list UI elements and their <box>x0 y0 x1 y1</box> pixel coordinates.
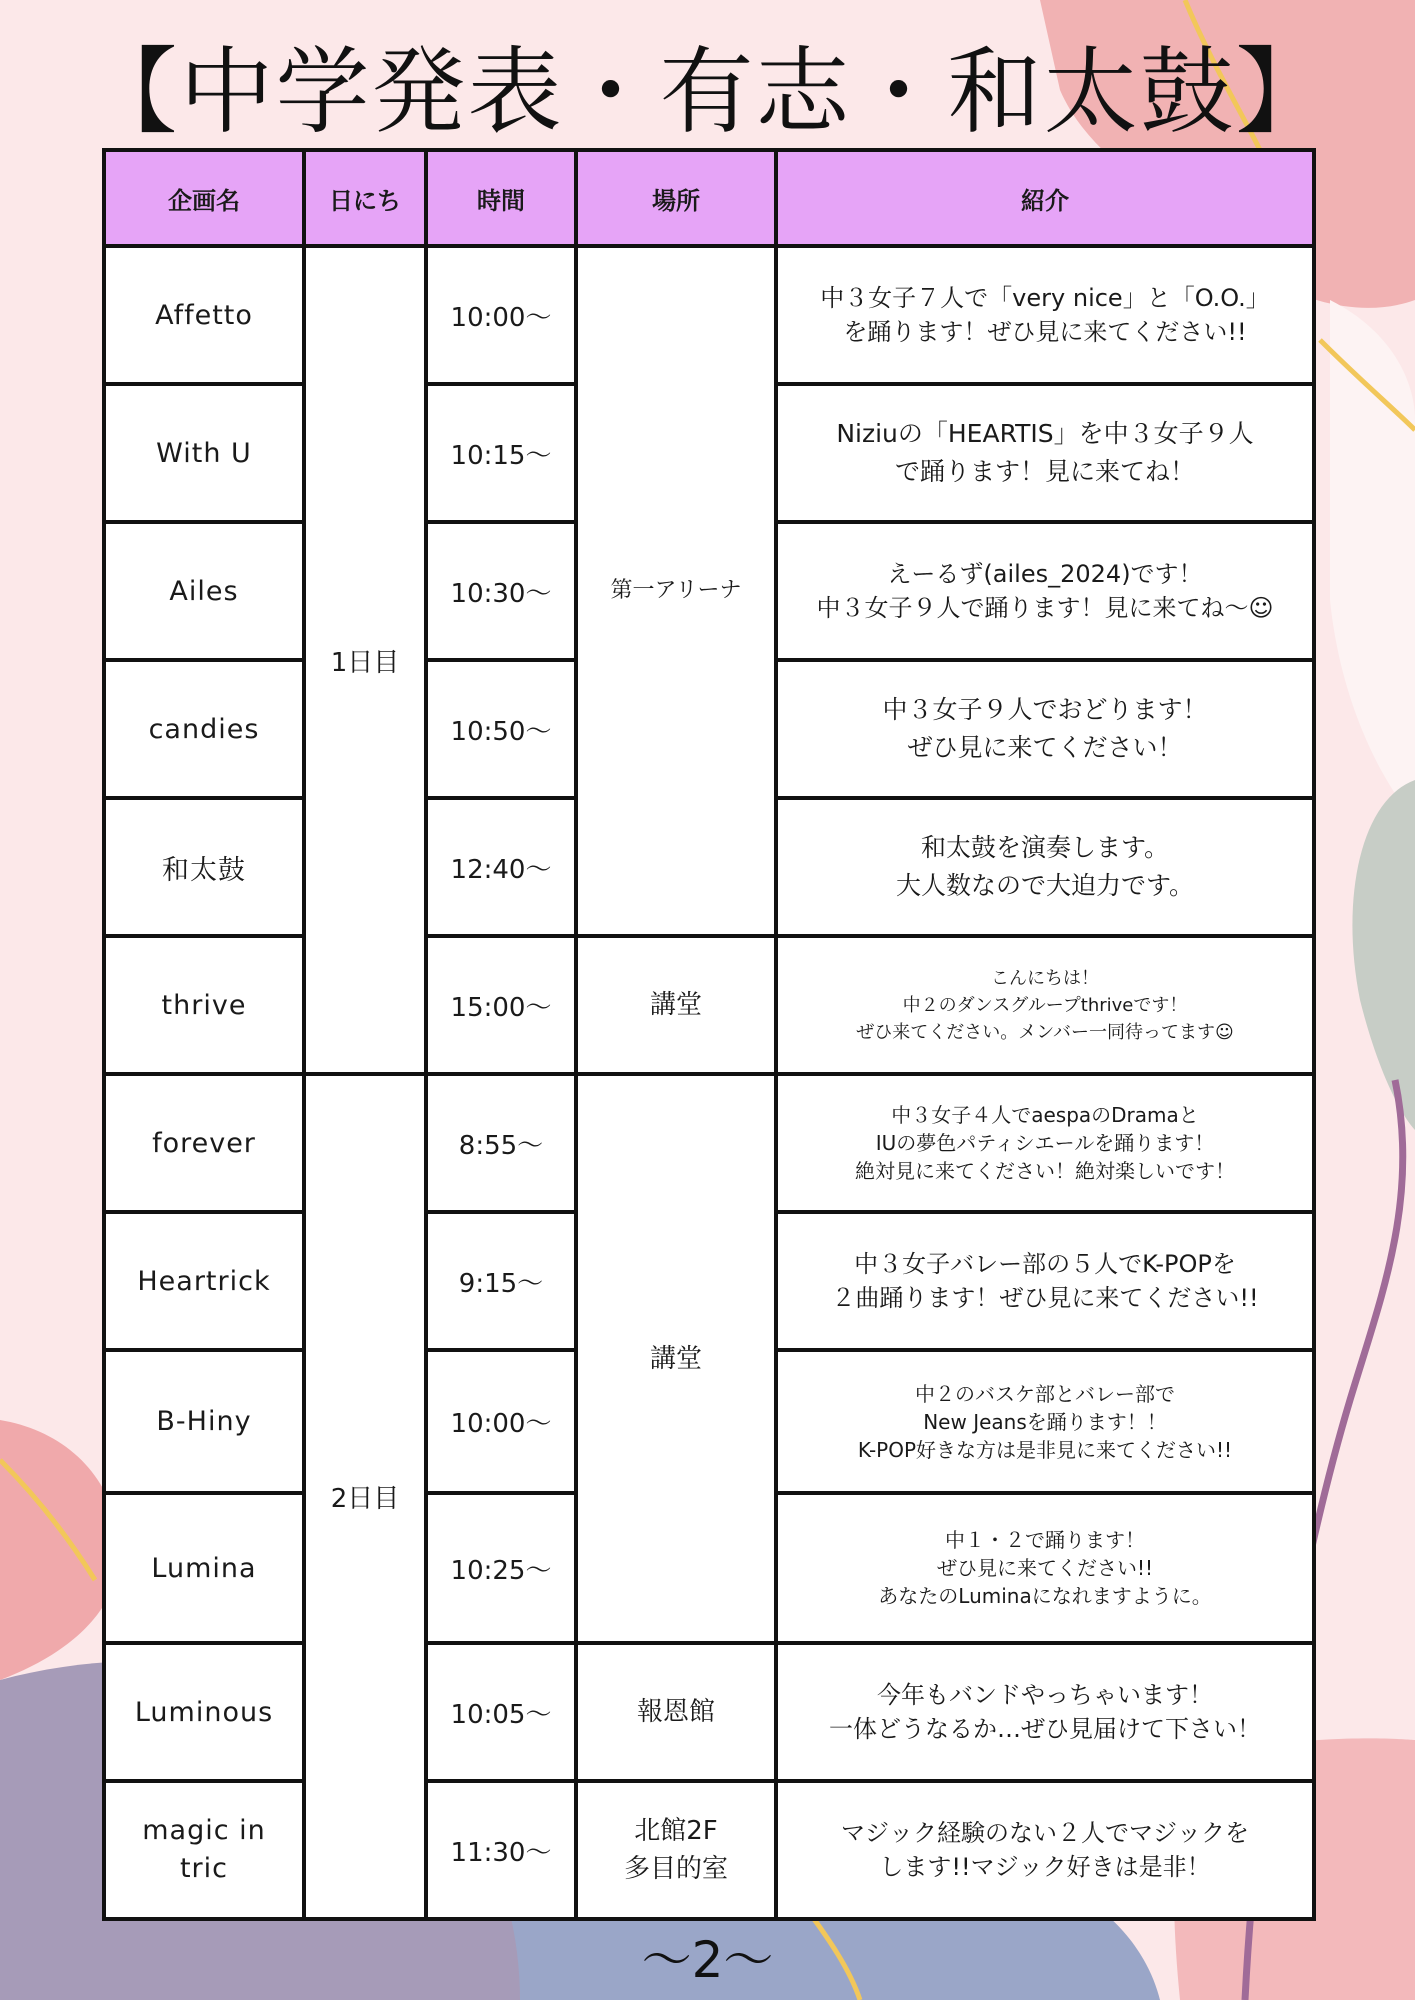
event-name: candies <box>104 660 304 798</box>
table-row <box>104 1074 1314 1212</box>
event-name: 和太鼓 <box>104 798 304 936</box>
event-time: 10:15〜 <box>426 384 576 522</box>
event-description: マジック経験のない２人でマジックを します!!マジック好きは是非！ <box>776 1781 1314 1919</box>
event-name: forever <box>104 1074 304 1212</box>
header-day: 日にち <box>304 150 426 246</box>
event-time: 10:00〜 <box>426 246 576 384</box>
place-cell: 講堂 <box>576 936 776 1074</box>
event-time: 10:50〜 <box>426 660 576 798</box>
event-description: こんにちは！ 中２のダンスグループthriveです！ ぜひ来てください。メンバー一同待ってます☺ <box>776 936 1314 1074</box>
event-name: Affetto <box>104 246 304 384</box>
event-name: Ailes <box>104 522 304 660</box>
header-intro: 紹介 <box>776 150 1314 246</box>
event-description: 中２のバスケ部とバレー部で New Jeansを踊ります！！ K-POP好きな方は是非見に来てください!! <box>776 1350 1314 1493</box>
event-name: Lumina <box>104 1493 304 1643</box>
event-description: 中１・２で踊ります！ ぜひ見に来てください!! あなたのLuminaになれますように。 <box>776 1493 1314 1643</box>
event-name: thrive <box>104 936 304 1074</box>
event-name: magic in tric <box>104 1781 304 1919</box>
event-description: 中３女子バレー部の５人でK-POPを ２曲踊ります！ぜひ見に来てください!! <box>776 1212 1314 1350</box>
schedule-table <box>102 148 1316 1921</box>
table-row <box>104 1781 1314 1919</box>
table-row <box>104 246 1314 384</box>
event-time: 10:30〜 <box>426 522 576 660</box>
event-description: えーるず(ailes_2024)です！ 中３女子９人で踊ります！見に来てね〜☺ <box>776 522 1314 660</box>
event-time: 10:00〜 <box>426 1350 576 1493</box>
table-row <box>104 1643 1314 1781</box>
event-description: 今年もバンドやっちゃいます！ 一体どうなるか…ぜひ見届けて下さい！ <box>776 1643 1314 1781</box>
event-time: 10:05〜 <box>426 1643 576 1781</box>
event-name: With U <box>104 384 304 522</box>
event-description: 中３女子４人でaespaのDramaと IUの夢色パティシエールを踊ります！ 絶対見に来てください！絶対楽しいです！ <box>776 1074 1314 1212</box>
event-description: 和太鼓を演奏します。 大人数なので大迫力です。 <box>776 798 1314 936</box>
day-cell: 1日目 <box>304 246 426 1074</box>
day-cell: 2日目 <box>304 1074 426 1919</box>
event-time: 15:00〜 <box>426 936 576 1074</box>
place-cell: 報恩館 <box>576 1643 776 1781</box>
event-name: B-Hiny <box>104 1350 304 1493</box>
event-description: 中３女子９人でおどります！ ぜひ見に来てください！ <box>776 660 1314 798</box>
event-name: Luminous <box>104 1643 304 1781</box>
event-description: Niziuの「HEARTIS」を中３女子９人 で踊ります！見に来てね！ <box>776 384 1314 522</box>
header-name: 企画名 <box>104 150 304 246</box>
event-time: 10:25〜 <box>426 1493 576 1643</box>
event-description: 中３女子７人で「very nice」と「O.O.」 を踊ります！ぜひ見に来てください!! <box>776 246 1314 384</box>
page-title: 【中学発表・有志・和太鼓】 <box>83 38 1332 147</box>
event-time: 8:55〜 <box>426 1074 576 1212</box>
event-name: Heartrick <box>104 1212 304 1350</box>
place-cell: 北館2F 多目的室 <box>576 1781 776 1919</box>
event-time: 12:40〜 <box>426 798 576 936</box>
event-time: 9:15〜 <box>426 1212 576 1350</box>
header-time: 時間 <box>426 150 576 246</box>
page-number: 〜2〜 <box>641 1931 774 1989</box>
place-cell: 講堂 <box>576 1074 776 1643</box>
event-time: 11:30〜 <box>426 1781 576 1919</box>
header-place: 場所 <box>576 150 776 246</box>
table-row <box>104 936 1314 1074</box>
place-cell: 第一アリーナ <box>576 246 776 936</box>
table-header-row <box>104 150 1314 246</box>
